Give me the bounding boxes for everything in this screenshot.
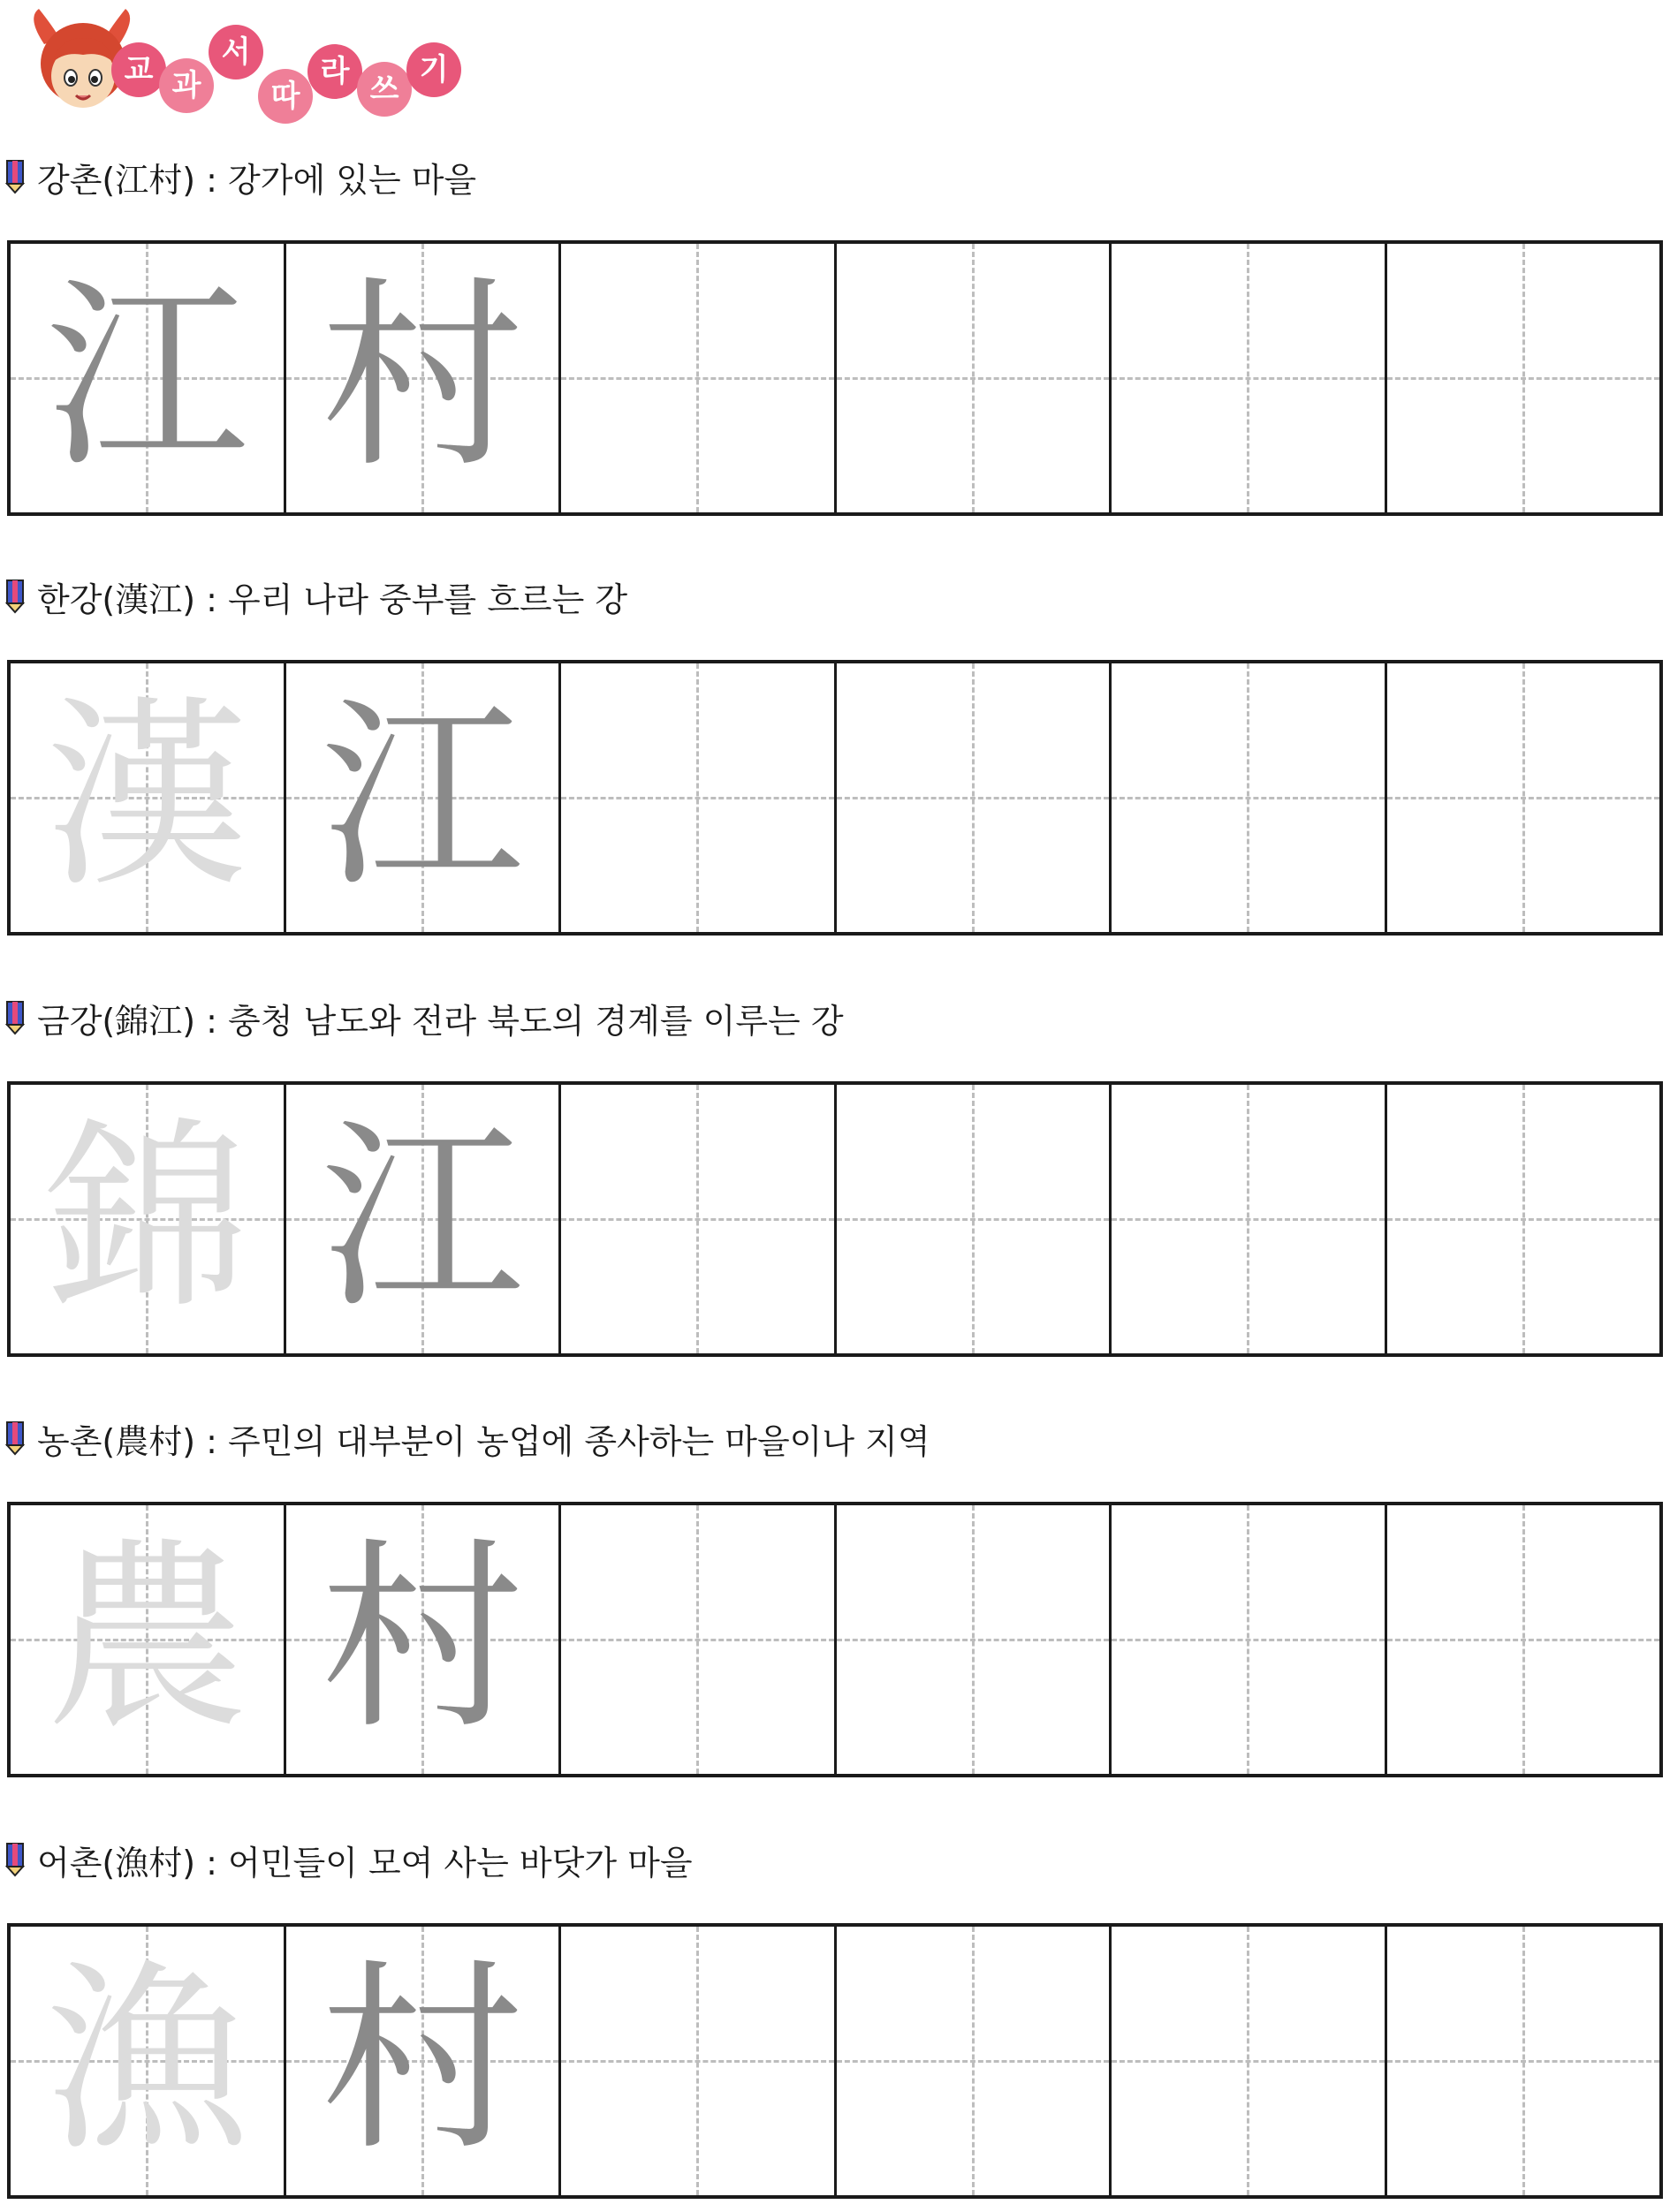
writing-cell[interactable] bbox=[561, 1085, 837, 1353]
horizontal-guide-line bbox=[1387, 377, 1660, 380]
writing-grid bbox=[7, 240, 1663, 516]
horizontal-guide-line bbox=[837, 377, 1110, 380]
writing-cell[interactable] bbox=[1387, 244, 1660, 512]
writing-cell[interactable] bbox=[11, 1505, 286, 1774]
horizontal-guide-line bbox=[1387, 1218, 1660, 1221]
word-definition-text: 한강(漢江) : 우리 나라 중부를 흐르는 강 bbox=[37, 580, 628, 619]
writing-cell[interactable] bbox=[837, 244, 1112, 512]
horizontal-guide-line bbox=[1112, 1639, 1385, 1641]
writing-cell[interactable] bbox=[1387, 1085, 1660, 1353]
word-definition bbox=[5, 991, 844, 1044]
writing-cell[interactable] bbox=[11, 663, 286, 932]
writing-cell[interactable] bbox=[561, 244, 837, 512]
writing-cell[interactable] bbox=[11, 1085, 286, 1353]
writing-cell[interactable] bbox=[837, 1085, 1112, 1353]
word-definition-text: 금강(錦江) : 충청 남도와 전라 북도의 경계를 이루는 강 bbox=[37, 1001, 844, 1041]
horizontal-guide-line bbox=[1112, 377, 1385, 380]
writing-grid bbox=[7, 1502, 1663, 1777]
hanja-trace-character: 江 bbox=[320, 1101, 524, 1337]
writing-grid bbox=[7, 1923, 1663, 2199]
title-bubble: 교 bbox=[111, 42, 166, 97]
writing-grid bbox=[7, 660, 1663, 936]
writing-cell[interactable] bbox=[561, 663, 837, 932]
writing-grid bbox=[7, 1081, 1663, 1357]
horizontal-guide-line bbox=[1112, 1218, 1385, 1221]
horizontal-guide-line bbox=[561, 377, 834, 380]
writing-cell[interactable] bbox=[1112, 1085, 1387, 1353]
title-bubble: 기 bbox=[406, 42, 461, 97]
writing-cell[interactable] bbox=[1387, 663, 1660, 932]
horizontal-guide-line bbox=[1387, 1639, 1660, 1641]
writing-cell[interactable] bbox=[837, 663, 1112, 932]
writing-cell[interactable] bbox=[286, 1505, 562, 1774]
word-definition bbox=[5, 1412, 930, 1465]
hanja-trace-character: 江 bbox=[320, 679, 524, 915]
horizontal-guide-line bbox=[837, 2060, 1110, 2063]
title-bubble: 라 bbox=[307, 44, 362, 99]
writing-cell[interactable] bbox=[1112, 663, 1387, 932]
horizontal-guide-line bbox=[561, 1639, 834, 1641]
writing-cell[interactable] bbox=[286, 1927, 562, 2195]
title-bubble: 쓰 bbox=[357, 62, 412, 117]
writing-cell[interactable] bbox=[286, 244, 562, 512]
horizontal-guide-line bbox=[1387, 2060, 1660, 2063]
writing-cell[interactable] bbox=[11, 244, 286, 512]
horizontal-guide-line bbox=[837, 1218, 1110, 1221]
pencil-icon bbox=[5, 1420, 25, 1456]
hanja-trace-character: 江 bbox=[45, 260, 249, 496]
title-bubble: 따 bbox=[258, 69, 313, 124]
pencil-icon bbox=[5, 579, 25, 614]
writing-cell[interactable] bbox=[1387, 1505, 1660, 1774]
hanja-trace-character: 漢 bbox=[45, 679, 249, 915]
word-definition-text: 농촌(農村) : 주민의 대부분이 농업에 종사하는 마을이나 지역 bbox=[37, 1421, 930, 1461]
hanja-trace-character: 錦 bbox=[45, 1101, 249, 1337]
pencil-icon bbox=[5, 1842, 25, 1877]
horizontal-guide-line bbox=[1112, 2060, 1385, 2063]
writing-cell[interactable] bbox=[561, 1505, 837, 1774]
writing-cell[interactable] bbox=[561, 1927, 837, 2195]
title-bubble: 과 bbox=[159, 58, 214, 113]
writing-cell[interactable] bbox=[837, 1505, 1112, 1774]
writing-cell[interactable] bbox=[1112, 1927, 1387, 2195]
writing-cell[interactable] bbox=[837, 1927, 1112, 2195]
word-definition-text: 강촌(江村) : 강가에 있는 마을 bbox=[37, 160, 477, 200]
hanja-trace-character: 農 bbox=[45, 1521, 249, 1757]
title-bubble: 서 bbox=[209, 25, 263, 80]
writing-cell[interactable] bbox=[1112, 244, 1387, 512]
writing-cell[interactable] bbox=[286, 663, 562, 932]
horizontal-guide-line bbox=[561, 2060, 834, 2063]
hanja-trace-character: 村 bbox=[320, 1943, 524, 2178]
writing-cell[interactable] bbox=[286, 1085, 562, 1353]
writing-cell[interactable] bbox=[1112, 1505, 1387, 1774]
word-definition-text: 어촌(漁村) : 어민들이 모여 사는 바닷가 마을 bbox=[37, 1843, 693, 1882]
word-definition bbox=[5, 570, 627, 623]
worksheet-logo bbox=[27, 9, 486, 124]
word-definition bbox=[5, 1833, 693, 1886]
writing-cell[interactable] bbox=[1387, 1927, 1660, 2195]
horizontal-guide-line bbox=[837, 797, 1110, 799]
pencil-icon bbox=[5, 159, 25, 194]
hanja-trace-character: 村 bbox=[320, 1521, 524, 1757]
horizontal-guide-line bbox=[837, 1639, 1110, 1641]
horizontal-guide-line bbox=[1112, 797, 1385, 799]
hanja-trace-character: 村 bbox=[320, 260, 524, 496]
writing-cell[interactable] bbox=[11, 1927, 286, 2195]
word-definition bbox=[5, 150, 476, 203]
pencil-icon bbox=[5, 1000, 25, 1035]
horizontal-guide-line bbox=[561, 797, 834, 799]
horizontal-guide-line bbox=[561, 1218, 834, 1221]
horizontal-guide-line bbox=[1387, 797, 1660, 799]
hanja-trace-character: 漁 bbox=[45, 1943, 249, 2178]
